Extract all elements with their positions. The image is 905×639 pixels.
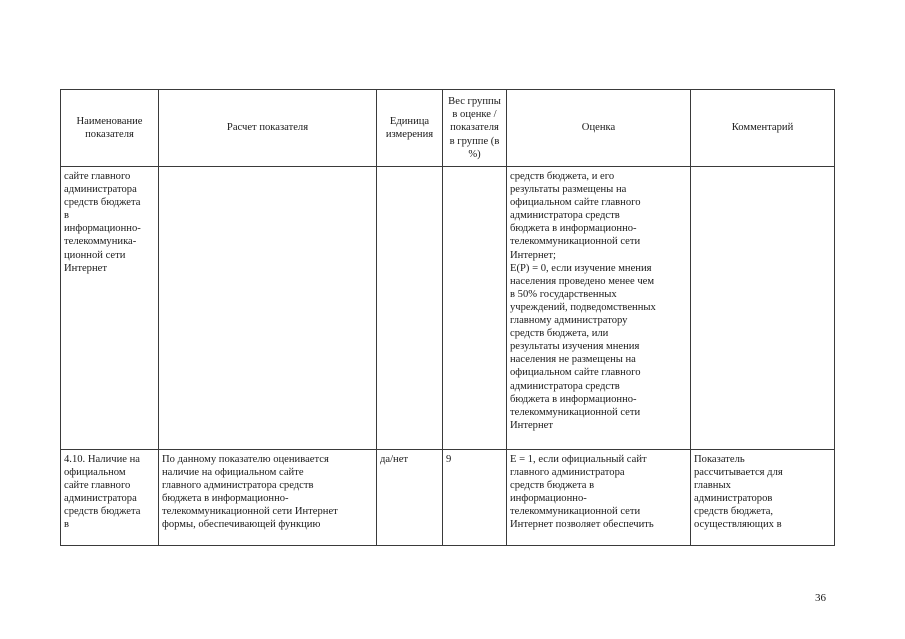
document-table xyxy=(60,89,835,546)
table-row xyxy=(61,450,835,546)
table-row xyxy=(61,167,835,450)
page-number: 36 xyxy=(815,592,826,604)
cell-calc: По данному показателю оценивается наличие на официальном сайте главного администратора средств бюджета в информационно- телекоммуникационной сети Интернет формы, обеспечивающей функцию xyxy=(159,450,377,546)
cell-evaluation: средств бюджета, и его результаты размещены на официальном сайте главного администратора средств бюджета в информационно- телекоммуникационной сети Интернет; E(P) = 0, если изучение мнения населения проведено менее чем в 50% государственных учреждений, подведомственных главному администратору средств бюджета, или результаты изучения мнения населения не размещены на официальном сайте главного администратора средств бюджета в информационно- телекоммуникационной сети Интернет xyxy=(507,167,691,450)
header-evaluation: Оценка xyxy=(507,90,691,167)
header-unit: Единица измерения xyxy=(377,90,443,167)
cell-unit xyxy=(377,167,443,450)
cell-calc xyxy=(159,167,377,450)
cell-unit: да/нет xyxy=(377,450,443,546)
cell-weight: 9 xyxy=(443,450,507,546)
cell-comment: Показатель рассчитывается для главных администраторов средств бюджета, осуществляющих в xyxy=(691,450,835,546)
header-weight: Вес группы в оценке / показателя в группе (в %) xyxy=(443,90,507,167)
cell-weight xyxy=(443,167,507,450)
header-comment: Комментарий xyxy=(691,90,835,167)
header-calc: Расчет показателя xyxy=(159,90,377,167)
header-name: Наименование показателя xyxy=(61,90,159,167)
cell-comment xyxy=(691,167,835,450)
cell-name: сайте главного администратора средств бюджета в информационно- телекоммуника- ционной сети Интернет xyxy=(61,167,159,450)
table-header-row xyxy=(61,90,835,167)
cell-evaluation: E = 1, если официальный сайт главного администратора средств бюджета в информационно- телекоммуникационной сети Интернет позволяет обеспечить xyxy=(507,450,691,546)
cell-name: 4.10. Наличие на официальном сайте главного администратора средств бюджета в xyxy=(61,450,159,546)
